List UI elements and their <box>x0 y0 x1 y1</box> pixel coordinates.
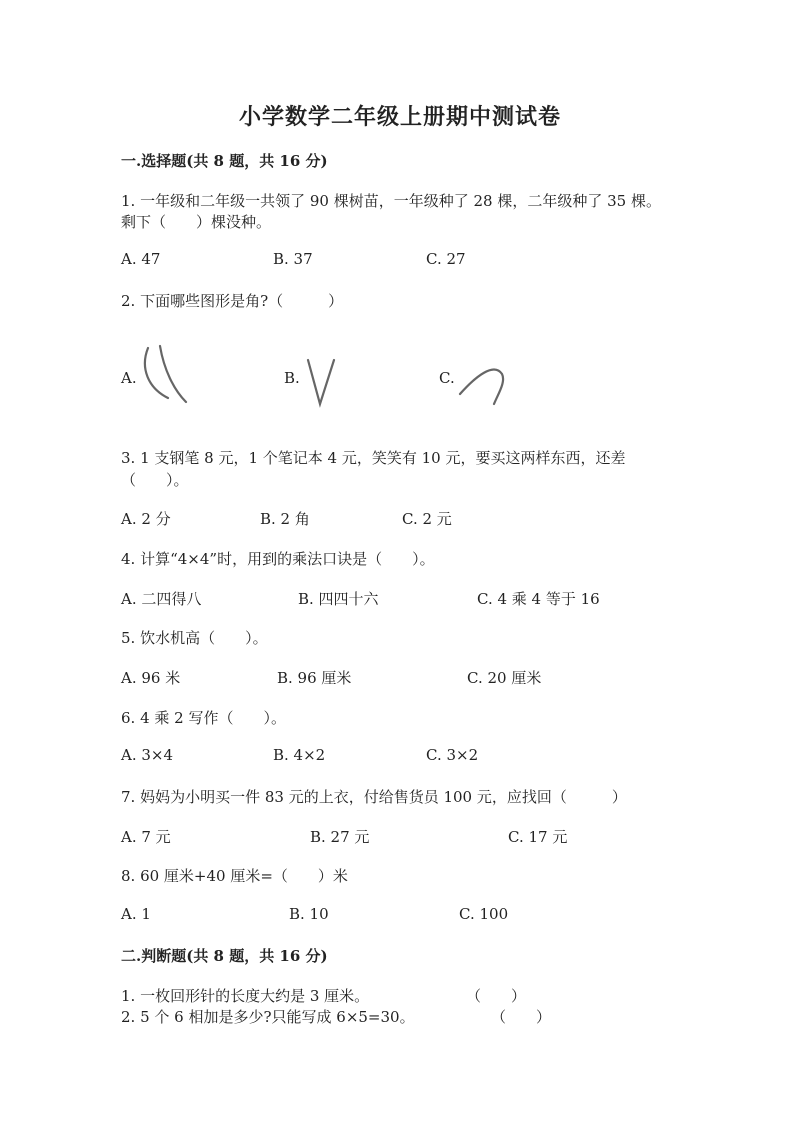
section-heading-choice: 一.选择题(共 8 题，共 16 分) <box>121 152 328 170</box>
question-1-stem-line-1: 1. 一年级和二年级一共领了 90 棵树苗，一年级种了 28 棵，二年级种了 35 棵。 <box>121 192 661 210</box>
question-8-option-a: A. 1 <box>121 905 151 923</box>
question-2-option-b: B. <box>284 369 300 387</box>
question-4-option-c: C. 4 乘 4 等于 16 <box>477 590 600 608</box>
question-4-stem: 4. 计算“4×4”时，用到的乘法口诀是（ ）。 <box>121 550 435 568</box>
question-4-option-b: B. 四四十六 <box>298 590 379 608</box>
question-6-stem: 6. 4 乘 2 写作（ ）。 <box>121 709 286 727</box>
judge-question-2: 2. 5 个 6 相加是多少?只能写成 6×5=30。 <box>121 1008 415 1026</box>
question-3-stem-line-1: 3. 1 支钢笔 8 元，1 个笔记本 4 元，笑笑有 10 元，要买这两样东西，还差 <box>121 449 626 467</box>
question-3-option-a: A. 2 分 <box>121 510 171 528</box>
question-2-option-c: C. <box>439 369 455 387</box>
judge-question-1: 1. 一枚回形针的长度大约是 3 厘米。 <box>121 987 370 1005</box>
judge-question-1-answer-paren: （ ） <box>466 987 527 1005</box>
question-2-option-a: A. <box>121 369 137 387</box>
curved-stroke-figure <box>454 362 514 408</box>
question-5-option-b: B. 96 厘米 <box>277 669 352 687</box>
question-8-stem: 8. 60 厘米+40 厘米=（ ）米 <box>121 867 348 885</box>
question-6-option-a: A. 3×4 <box>121 746 174 764</box>
question-6-option-c: C. 3×2 <box>426 746 479 764</box>
question-2-stem: 2. 下面哪些图形是角?（ ） <box>121 292 344 310</box>
open-curve-figure <box>138 340 194 410</box>
page-title: 小学数学二年级上册期中测试卷 <box>238 104 561 130</box>
question-7-option-c: C. 17 元 <box>508 828 568 846</box>
question-3-option-c: C. 2 元 <box>402 510 452 528</box>
question-3-stem-line-2: （ ）。 <box>121 471 189 489</box>
section-heading-judge: 二.判断题(共 8 题，共 16 分) <box>121 947 328 965</box>
question-1-option-a: A. 47 <box>121 250 161 268</box>
question-5-option-c: C. 20 厘米 <box>467 669 542 687</box>
question-3-option-b: B. 2 角 <box>260 510 310 528</box>
question-8-option-b: B. 10 <box>289 905 329 923</box>
question-1-stem-line-2: 剩下（ ）棵没种。 <box>121 213 272 231</box>
question-1-option-b: B. 37 <box>273 250 313 268</box>
question-5-stem: 5. 饮水机高（ ）。 <box>121 629 268 647</box>
question-7-option-a: A. 7 元 <box>121 828 171 846</box>
question-7-stem: 7. 妈妈为小明买一件 83 元的上衣，付给售货员 100 元，应找回（ ） <box>121 788 627 806</box>
angle-figure <box>302 350 338 410</box>
judge-question-2-answer-paren: （ ） <box>491 1008 552 1026</box>
question-6-option-b: B. 4×2 <box>273 746 326 764</box>
question-5-option-a: A. 96 米 <box>121 669 181 687</box>
question-4-option-a: A. 二四得八 <box>121 590 202 608</box>
question-1-option-c: C. 27 <box>426 250 466 268</box>
question-8-option-c: C. 100 <box>459 905 509 923</box>
question-7-option-b: B. 27 元 <box>310 828 370 846</box>
